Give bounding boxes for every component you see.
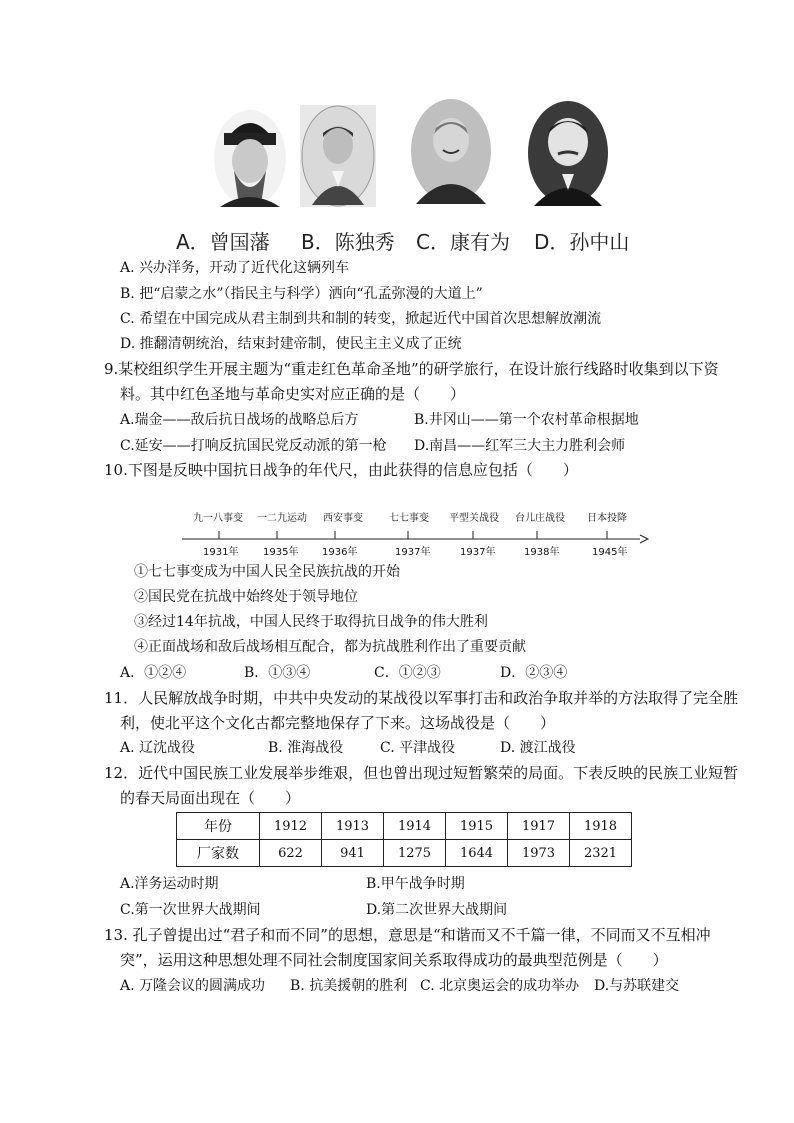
q12-stem-line1: 12．近代中国民族工业发展举步维艰，但也曾出现过短暂繁荣的局面。下表反映的民族工业短暂 xyxy=(104,764,739,782)
table-header-year: 年份 xyxy=(177,813,260,840)
q8-option-a: A. 兴办洋务，开动了近代化这辆列车 xyxy=(120,260,350,276)
q11-stem-line1: 11．人民解放战争时期，中共中央发动的某战役以军事打击和政治争取并举的方法取得了完全胜 xyxy=(104,689,739,707)
q11-option-c: C. 平津战役 xyxy=(380,740,456,756)
table-cell: 1915 xyxy=(446,813,508,840)
table-cell: 1912 xyxy=(260,813,322,840)
q9-stem-line1: 9.某校组织学生开展主题为“重走红色革命圣地”的研学旅行，在设计旅行线路时收集到以下资 xyxy=(104,360,719,378)
q8-option-d: D. 推翻清朝统治，结束封建帝制，使民主主义成了正统 xyxy=(120,336,462,352)
table-cell: 941 xyxy=(322,840,384,867)
q10-stem: 10.下图是反映中国抗日战争的年代尺，由此获得的信息应包括（ ） xyxy=(104,461,578,479)
q10-option-b: B．①③④ xyxy=(244,665,311,681)
table-cell: 2321 xyxy=(570,840,632,867)
portrait-kang-youwei xyxy=(410,98,492,204)
q10-option-a: A．①②④ xyxy=(120,665,187,681)
q11-stem-line2: 利，使北平这个文化古都完整地保存了下来。这场战役是（ ） xyxy=(120,714,556,732)
caption-d: D．孙中山 xyxy=(534,230,630,254)
table-cell: 1973 xyxy=(508,840,570,867)
q13-stem-line2: 突”，运用这种思想处理不同社会制度国家间关系取得成功的最典型范例是（ ） xyxy=(120,951,668,969)
q12-option-d: D.第二次世界大战期间 xyxy=(366,902,508,918)
table-header-count: 厂家数 xyxy=(177,840,260,867)
q9-option-b: B.井冈山——第一个农村革命根据地 xyxy=(414,412,639,428)
timeline-year-3: 1936年 xyxy=(322,547,358,558)
q9-option-c: C.延安——打响反抗国民党反动派的第一枪 xyxy=(120,438,387,454)
timeline-event-5: 平型关战役 xyxy=(449,513,499,524)
table-row xyxy=(177,813,632,840)
timeline-event-1: 九一八事变 xyxy=(193,513,243,524)
caption-b: B．陈独秀 xyxy=(301,230,395,254)
q11-option-b: B. 淮海战役 xyxy=(268,740,344,756)
table-cell: 1913 xyxy=(322,813,384,840)
q13-option-b: B. 抗美援朝的胜利 xyxy=(290,978,408,994)
timeline-year-5: 1937年 xyxy=(460,547,496,558)
timeline-event-2: 一二九运动 xyxy=(257,513,307,524)
timeline-year-7: 1945年 xyxy=(592,547,628,558)
portrait-caption xyxy=(176,226,629,255)
timeline-year-2: 1935年 xyxy=(263,547,299,558)
timeline-event-6: 台儿庄战役 xyxy=(515,513,565,524)
q10-statement-3: ③经过14年抗战，中国人民终于取得抗日战争的伟大胜利 xyxy=(134,614,488,630)
q13-option-d: D.与苏联建交 xyxy=(594,978,680,994)
factory-count-table xyxy=(176,812,632,867)
q8-option-b: B. 把“启蒙之水”（指民主与科学）洒向“孔孟弥漫的大道上” xyxy=(120,286,483,302)
q11-option-d: D. 渡江战役 xyxy=(500,740,576,756)
q9-stem-line2: 料。其中红色圣地与革命史实对应正确的是（ ） xyxy=(120,385,466,403)
q12-option-b: B.甲午战争时期 xyxy=(366,876,465,892)
table-cell: 1917 xyxy=(508,813,570,840)
table-cell: 622 xyxy=(260,840,322,867)
table-cell: 1918 xyxy=(570,813,632,840)
q11-option-a: A. 辽沈战役 xyxy=(120,740,196,756)
q9-option-d: D.南昌——红军三大主力胜利会师 xyxy=(414,438,626,454)
q13-option-a: A. 万隆会议的圆满成功 xyxy=(120,978,266,994)
q10-statement-4: ④正面战场和敌后战场相互配合，都为抗战胜利作出了重要贡献 xyxy=(134,639,526,655)
timeline-year-1: 1931年 xyxy=(203,547,239,558)
table-cell: 1275 xyxy=(384,840,446,867)
q10-option-d: D．②③④ xyxy=(500,665,568,681)
q13-stem-line1: 13. 孔子曾提出过“君子和而不同”的思想，意思是“和谐而又不千篇一律，不同而又不互相冲 xyxy=(104,926,711,944)
timeline-event-4: 七七事变 xyxy=(389,513,429,524)
table-cell: 1644 xyxy=(446,840,508,867)
table-cell: 1914 xyxy=(384,813,446,840)
q8-option-c: C. 希望在中国完成从君主制到共和制的转变，掀起近代中国首次思想解放潮流 xyxy=(120,311,602,327)
q9-option-a: A.瑞金——敌后抗日战场的战略总后方 xyxy=(120,412,359,428)
q13-option-c: C. 北京奥运会的成功举办 xyxy=(420,978,580,994)
q10-statement-1: ①七七事变成为中国人民全民族抗战的开始 xyxy=(134,564,400,580)
table-row xyxy=(177,840,632,867)
caption-a: A．曾国藩 xyxy=(176,230,270,254)
caption-c: C．康有为 xyxy=(416,230,510,254)
portrait-sun-yatsen xyxy=(526,100,610,206)
timeline-year-6: 1938年 xyxy=(524,547,560,558)
q10-option-c: C．①②③ xyxy=(374,665,441,681)
timeline-event-3: 西安事变 xyxy=(323,513,363,524)
timeline-year-4: 1937年 xyxy=(395,547,431,558)
q12-stem-line2: 的春天局面出现在（ ） xyxy=(120,789,301,807)
q12-option-a: A.洋务运动时期 xyxy=(120,876,219,892)
q12-option-c: C.第一次世界大战期间 xyxy=(120,902,261,918)
portrait-zeng-guofan xyxy=(212,103,288,207)
timeline-event-7: 日本投降 xyxy=(587,513,627,524)
q10-statement-2: ②国民党在抗战中始终处于领导地位 xyxy=(134,589,358,605)
portrait-chen-duxiu xyxy=(300,105,376,207)
